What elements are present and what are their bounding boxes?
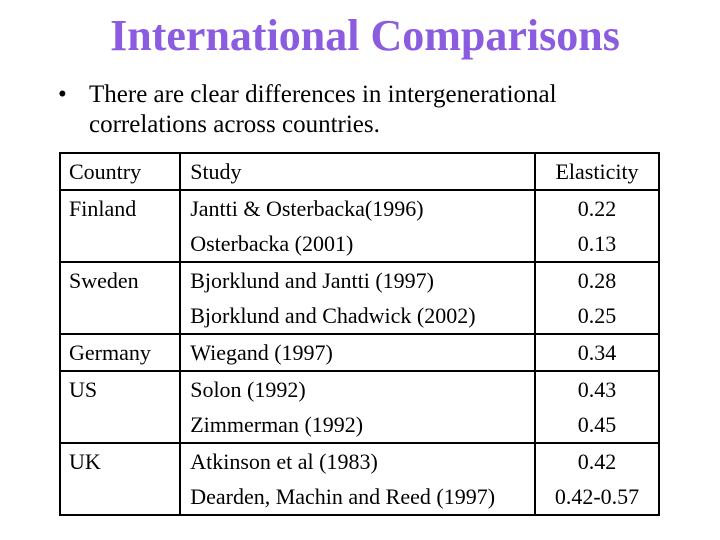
cell-elasticity: 0.42 <box>535 443 659 479</box>
table-header-row <box>60 153 659 190</box>
cell-country: US <box>60 371 180 407</box>
header-study: Study <box>180 153 535 190</box>
table-row <box>60 371 659 407</box>
table-row <box>60 407 659 443</box>
cell-country <box>60 298 180 334</box>
bullet-text-line-2: correlations across countries. <box>89 111 380 138</box>
table-row <box>60 443 659 479</box>
cell-study: Dearden, Machin and Reed (1997) <box>180 479 535 515</box>
bullet-text <box>89 80 678 140</box>
cell-elasticity: 0.22 <box>535 190 659 226</box>
slide-title: International Comparisons <box>110 11 620 60</box>
cell-study: Bjorklund and Jantti (1997) <box>180 262 535 298</box>
cell-country: UK <box>60 443 180 479</box>
cell-country <box>60 479 180 515</box>
cell-elasticity: 0.42-0.57 <box>535 479 659 515</box>
cell-study: Zimmerman (1992) <box>180 407 535 443</box>
cell-elasticity: 0.45 <box>535 407 659 443</box>
elasticity-table <box>59 152 660 516</box>
table-row <box>60 226 659 262</box>
cell-elasticity: 0.34 <box>535 334 659 371</box>
cell-study: Osterbacka (2001) <box>180 226 535 262</box>
table-row <box>60 334 659 371</box>
table-row <box>60 190 659 226</box>
cell-study: Bjorklund and Chadwick (2002) <box>180 298 535 334</box>
cell-elasticity: 0.43 <box>535 371 659 407</box>
cell-study: Jantti & Osterbacka(1996) <box>180 190 535 226</box>
header-country: Country <box>60 153 180 190</box>
cell-country: Germany <box>60 334 180 371</box>
header-elasticity: Elasticity <box>535 153 659 190</box>
bullet-text-line-1: There are clear differences in intergenerational <box>89 81 557 108</box>
bullet-point <box>58 80 678 140</box>
table-row <box>60 479 659 515</box>
cell-study: Solon (1992) <box>180 371 535 407</box>
cell-country <box>60 407 180 443</box>
cell-elasticity: 0.13 <box>535 226 659 262</box>
cell-elasticity: 0.25 <box>535 298 659 334</box>
table-row <box>60 262 659 298</box>
table-row <box>60 298 659 334</box>
cell-study: Atkinson et al (1983) <box>180 443 535 479</box>
cell-country <box>60 226 180 262</box>
cell-elasticity: 0.28 <box>535 262 659 298</box>
bullet-marker: • <box>58 81 67 108</box>
cell-country: Finland <box>60 190 180 226</box>
cell-study: Wiegand (1997) <box>180 334 535 371</box>
cell-country: Sweden <box>60 262 180 298</box>
